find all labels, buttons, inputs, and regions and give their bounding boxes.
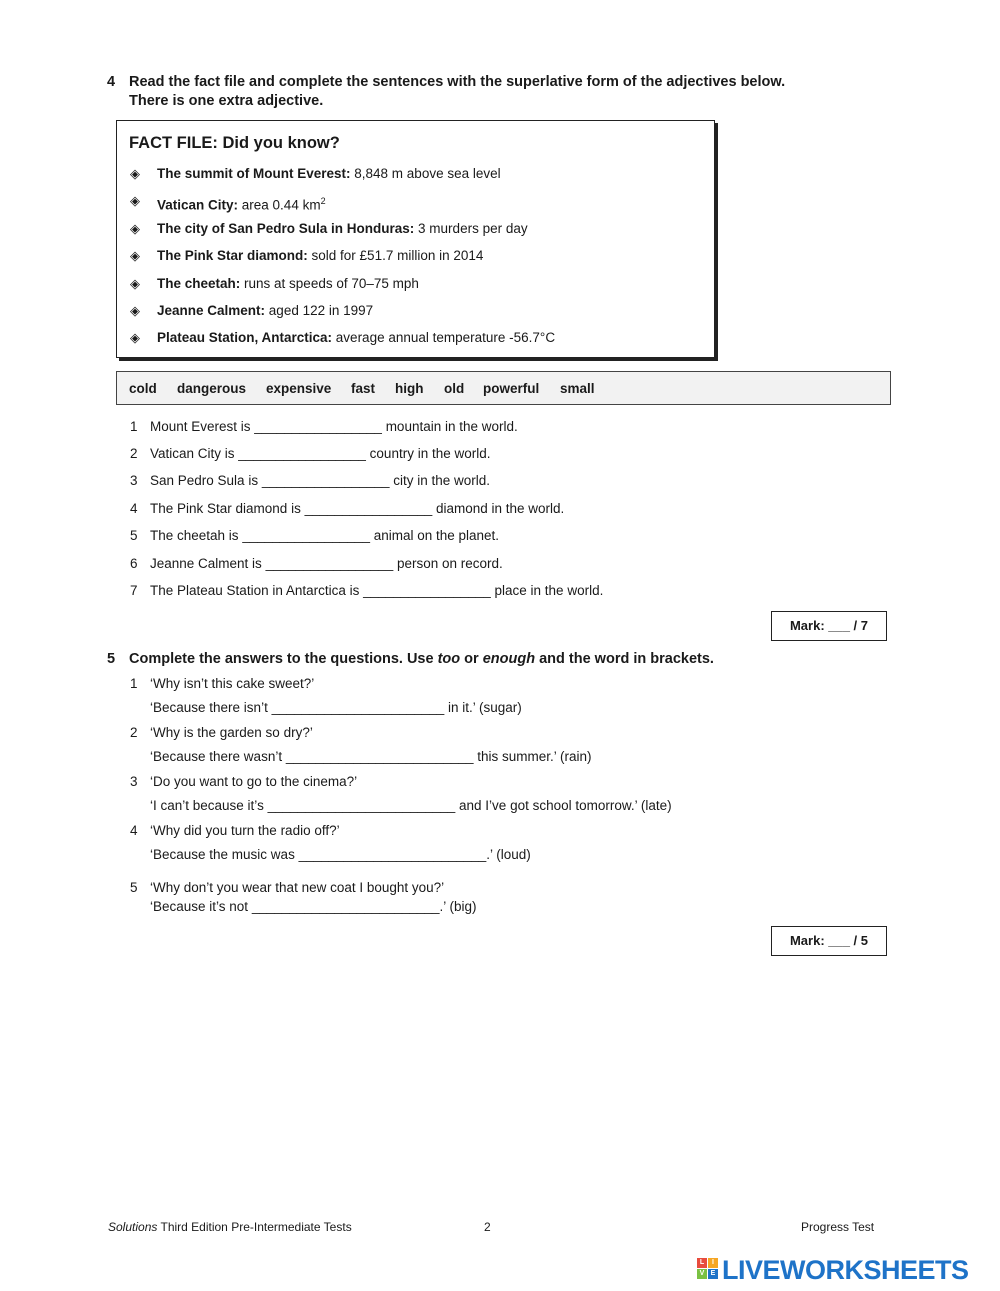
diamond-bullet-icon: ◈ bbox=[130, 248, 140, 263]
answer-after: .’ (loud) bbox=[486, 847, 531, 862]
answer-after: in it.’ (sugar) bbox=[444, 700, 522, 715]
question-text: ‘Why did you turn the radio off?’ bbox=[150, 823, 340, 838]
answer-after: .’ (big) bbox=[439, 899, 477, 914]
question-text: ‘Why don’t you wear that new coat I bought you?’ bbox=[150, 880, 445, 895]
fact-text bbox=[157, 220, 528, 238]
q5-instr-part: and the word in brackets. bbox=[535, 651, 714, 667]
logo-icon bbox=[697, 1258, 719, 1280]
sentence-after: diamond in the world. bbox=[432, 501, 565, 516]
q4-instruction-line2: There is one extra adjective. bbox=[129, 93, 324, 109]
answer-blank[interactable]: _________________ bbox=[265, 556, 394, 571]
answer-blank[interactable]: _________________________ bbox=[285, 749, 474, 764]
answer-blank[interactable]: _________________ bbox=[363, 583, 491, 598]
q5-answer bbox=[150, 748, 592, 765]
word-bank-item: old bbox=[444, 381, 465, 396]
sentence-before: Jeanne Calment is bbox=[150, 556, 266, 571]
sentence-before: Mount Everest is bbox=[150, 419, 255, 434]
fact-text bbox=[157, 329, 555, 347]
q5-instr-part: or bbox=[460, 651, 483, 667]
word-bank-item: cold bbox=[129, 381, 157, 396]
sentence-text bbox=[150, 500, 564, 517]
answer-blank[interactable]: _________________________ bbox=[298, 847, 487, 862]
question-text: ‘Why isn’t this cake sweet?’ bbox=[150, 676, 315, 691]
word-bank-item: fast bbox=[351, 381, 376, 396]
fact-value: runs at speeds of 70–75 mph bbox=[240, 276, 419, 291]
word-bank-item: high bbox=[395, 381, 424, 396]
item-number: 2 bbox=[130, 446, 138, 461]
item-number: 3 bbox=[130, 774, 138, 789]
fact-label: The cheetah: bbox=[157, 276, 241, 291]
q5-number: 5 bbox=[107, 651, 116, 667]
answer-after: this summer.’ (rain) bbox=[473, 749, 592, 764]
diamond-bullet-icon: ◈ bbox=[130, 193, 140, 208]
q4-number: 4 bbox=[107, 74, 116, 90]
item-number: 6 bbox=[130, 556, 138, 571]
item-number: 3 bbox=[130, 473, 138, 488]
fact-file-box bbox=[116, 120, 715, 358]
footer-page-number: 2 bbox=[484, 1220, 491, 1234]
sentence-after: animal on the planet. bbox=[369, 528, 500, 543]
answer-blank[interactable]: _________________ bbox=[238, 446, 366, 461]
q5-answer bbox=[150, 846, 531, 863]
answer-after: and I’ve got school tomorrow.’ (late) bbox=[455, 798, 672, 813]
footer-book-title bbox=[108, 1220, 352, 1234]
answer-before: ‘I can’t because it’s bbox=[150, 798, 268, 813]
fact-value: 3 murders per day bbox=[414, 221, 528, 236]
sentence-before: San Pedro Sula is bbox=[150, 473, 262, 488]
logo-letter-box: L bbox=[697, 1258, 707, 1268]
diamond-bullet-icon: ◈ bbox=[130, 166, 140, 181]
answer-before: ‘Because there wasn’t bbox=[150, 749, 286, 764]
q5-instr-too: too bbox=[437, 651, 461, 667]
fact-text bbox=[157, 247, 483, 265]
fact-file-title: FACT FILE: Did you know? bbox=[129, 134, 340, 152]
answer-blank[interactable]: _________________________ bbox=[267, 798, 456, 813]
item-number: 4 bbox=[130, 823, 138, 838]
sentence-after: mountain in the world. bbox=[381, 419, 518, 434]
item-number: 1 bbox=[130, 676, 138, 691]
sentence-before: The Plateau Station in Antarctica is bbox=[150, 583, 364, 598]
diamond-bullet-icon: ◈ bbox=[130, 303, 140, 318]
footer-book-italic: Solutions bbox=[108, 1220, 158, 1234]
q5-mark-box: Mark: ___ / 5 bbox=[771, 926, 887, 956]
sentence-text bbox=[150, 472, 490, 489]
q5-instruction bbox=[129, 650, 714, 669]
fact-text bbox=[157, 165, 501, 183]
sentence-after: country in the world. bbox=[365, 446, 491, 461]
fact-value: average annual temperature ‑56.7°C bbox=[332, 330, 556, 345]
fact-text bbox=[157, 192, 326, 215]
word-bank-item: small bbox=[560, 381, 595, 396]
fact-label: Vatican City: bbox=[157, 197, 239, 213]
fact-value: 8,848 m above sea level bbox=[350, 166, 501, 181]
item-number: 1 bbox=[130, 419, 138, 434]
fact-label: The city of San Pedro Sula in Honduras: bbox=[157, 221, 415, 236]
q5-answer bbox=[150, 898, 477, 915]
fact-value: area 0.44 km bbox=[238, 197, 321, 213]
question-text: ‘Why is the garden so dry?’ bbox=[150, 725, 313, 740]
sentence-after: city in the world. bbox=[389, 473, 491, 488]
sentence-before: The Pink Star diamond is bbox=[150, 501, 305, 516]
footer-book-rest: Third Edition Pre-Intermediate Tests bbox=[157, 1220, 352, 1234]
item-number: 7 bbox=[130, 583, 138, 598]
q5-instr-enough: enough bbox=[482, 651, 536, 667]
word-bank-item: expensive bbox=[266, 381, 332, 396]
fact-text bbox=[157, 302, 373, 320]
sentence-text bbox=[150, 555, 503, 572]
q4-mark-box: Mark: ___ / 7 bbox=[771, 611, 887, 641]
answer-blank[interactable]: _________________ bbox=[261, 473, 390, 488]
diamond-bullet-icon: ◈ bbox=[130, 330, 140, 345]
word-bank-item: dangerous bbox=[177, 381, 247, 396]
logo-letter-box: I bbox=[708, 1258, 718, 1268]
fact-text bbox=[157, 275, 419, 293]
footer-section: Progress Test bbox=[801, 1220, 875, 1234]
sentence-text bbox=[150, 527, 499, 544]
fact-label: Jeanne Calment: bbox=[157, 303, 266, 318]
item-number: 5 bbox=[130, 528, 138, 543]
answer-blank[interactable]: _________________ bbox=[304, 501, 433, 516]
answer-blank[interactable]: _________________ bbox=[254, 419, 382, 434]
fact-superscript: 2 bbox=[320, 196, 326, 206]
sentence-before: The cheetah is bbox=[150, 528, 243, 543]
word-bank bbox=[116, 371, 891, 405]
answer-blank[interactable]: _______________________ bbox=[271, 700, 445, 715]
q5-answer bbox=[150, 797, 672, 814]
answer-blank[interactable]: _________________ bbox=[242, 528, 370, 543]
fact-label: Plateau Station, Antarctica: bbox=[157, 330, 333, 345]
diamond-bullet-icon: ◈ bbox=[130, 221, 140, 236]
logo-letter-box: E bbox=[708, 1269, 718, 1279]
fact-label: The Pink Star diamond: bbox=[157, 248, 308, 263]
answer-blank[interactable]: _________________________ bbox=[251, 899, 440, 914]
answer-before: ‘Because it’s not bbox=[150, 899, 252, 914]
logo-text: LIVEWORKSHEETS bbox=[722, 1255, 969, 1285]
item-number: 2 bbox=[130, 725, 138, 740]
sentence-after: person on record. bbox=[393, 556, 503, 571]
diamond-bullet-icon: ◈ bbox=[130, 276, 140, 291]
q5-instr-part: Complete the answers to the questions. Use bbox=[129, 651, 438, 667]
answer-before: ‘Because there isn’t bbox=[150, 700, 272, 715]
logo-letter-box: V bbox=[697, 1269, 707, 1279]
sentence-after: place in the world. bbox=[490, 583, 604, 598]
q4-instruction-line1: Read the fact file and complete the sentences with the superlative form of the adjectives below. bbox=[129, 74, 786, 90]
item-number: 4 bbox=[130, 501, 138, 516]
sentence-before: Vatican City is bbox=[150, 446, 239, 461]
answer-before: ‘Because the music was bbox=[150, 847, 299, 862]
sentence-text bbox=[150, 582, 603, 599]
fact-value: aged 122 in 1997 bbox=[265, 303, 374, 318]
sentence-text bbox=[150, 418, 518, 435]
word-bank-item: powerful bbox=[483, 381, 540, 396]
fact-value: sold for £51.7 million in 2014 bbox=[307, 248, 484, 263]
q5-answer bbox=[150, 699, 522, 716]
item-number: 5 bbox=[130, 880, 138, 895]
fact-label: The summit of Mount Everest: bbox=[157, 166, 351, 181]
sentence-text bbox=[150, 445, 490, 462]
question-text: ‘Do you want to go to the cinema?’ bbox=[150, 774, 358, 789]
